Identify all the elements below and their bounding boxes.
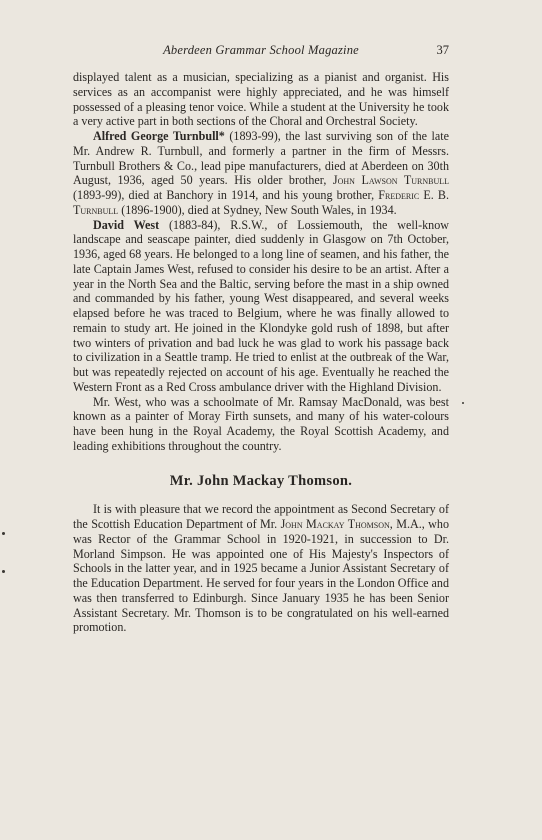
section-heading: Mr. John Mackay Thomson.	[169, 472, 353, 489]
paragraph-text: , M.A., who was Rector of the Grammar School in 1920-1921, in succession to Dr. Morland Simpson. He was appointed one of His Majesty's Inspectors of Schools in the latter year, and in 1925 became a Junior Assistant Secretary of the Education Department. He served for four years in the London Office and was then transferred to Edinburgh. Since January 1935 he has been Senior Assistant Secretary. Mr. Thomson is to be congratulated on his well-earned promotion.	[73, 517, 450, 635]
margin-mark	[2, 532, 5, 535]
person-name-frederic-turnbull: Frederic E. B. Turnbull	[73, 188, 449, 217]
paragraph-text: (1883-84), R.S.W., of Lossiemouth, the well-know landscape and seascape painter, died suddenly in Glasgow on 7th October, 1936, aged 68 years. He belonged to a long line of seamen, and his father, the late Captain James West, refused to consider his desire to be an artist. After a year in the North Sea and the Baltic, serving before the mast in a ship owned and commanded by his father, young West disappeared, and several weeks elapsed before he was traced to Belgium, where he was finally allowed to remain to study art. He joined in the Klondyke gold rush of 1898, but after two winters of privation and bad luck he was glad to work his passage back to civilization in a Seattle tramp. He tried to enlist at the outbreak of the War, but was repeatedly rejected on account of his age. Eventually he reached the Western Front as a Red Cross ambulance driver with the Highland Division.	[73, 217, 450, 394]
obituary-name-west: David West	[93, 217, 160, 232]
paragraph-text: (1893-99), died at Banchory in 1914, and his young brother,	[73, 188, 379, 202]
margin-mark	[462, 402, 464, 404]
paragraph-text: (1893-99), the last surviving son of the late Mr. Andrew R. Turnbull, and formerly a partner in the firm of Messrs. Turnbull Brothers & Co., lead pipe manufacturers, died at Aberdeen on 30th August, 1936, aged 50 years. His older brother,	[73, 129, 449, 188]
paragraph-turnbull	[73, 129, 449, 218]
paragraph-musician: displayed talent as a musician, specializing as a pianist and organist. His services as an accompanist were highly appreciated, and he was himself possessed of a pleasing tenor voice. While a student at the University he took a very active part in both sections of the Choral and Orchestral Society.	[73, 70, 449, 129]
paragraph-david-west	[73, 218, 449, 395]
person-name-john-lawson-turnbull: John Lawson Turnbull	[332, 173, 449, 188]
obituary-name-turnbull: Alfred George Turnbull*	[93, 129, 225, 143]
page-number: 37	[436, 43, 449, 57]
margin-mark	[2, 570, 5, 573]
paragraph-text: (1896-1900), died at Sydney, New South Wales, in 1934.	[118, 202, 397, 217]
paragraph-west-career: Mr. West, who was a schoolmate of Mr. Ramsay MacDonald, was best known as a painter of Moray Firth sunsets, and many of his water-colours have been hung in the Royal Academy, the Royal Scottish Academy, and leading exhibitions throughout the country.	[73, 394, 449, 453]
article-body	[73, 70, 449, 635]
paragraph-thomson	[73, 502, 449, 635]
page-header	[73, 43, 449, 59]
running-title: Aberdeen Grammar School Magazine	[163, 43, 359, 57]
person-name-john-mackay-thomson: John Mackay Thomson	[280, 517, 390, 531]
paragraph-text: It is with pleasure that we record the appointment as Second Secretary of the Scottish Education Department of Mr.	[73, 502, 449, 531]
